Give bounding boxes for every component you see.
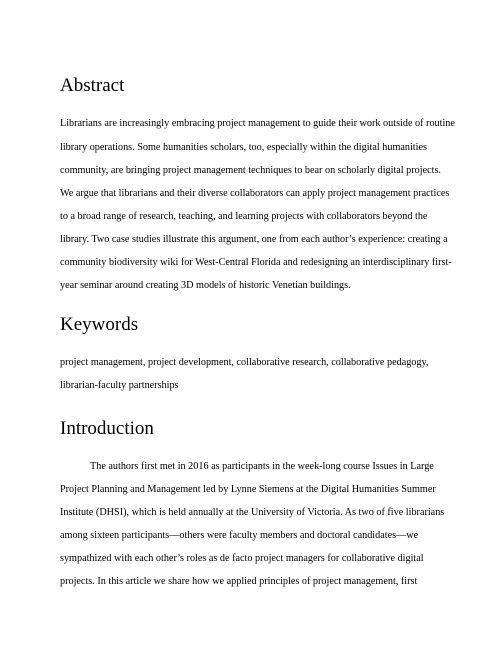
introduction-line: among sixteen participants—others were faculty members and doctoral candidates—we — [60, 530, 419, 541]
abstract-line: library. Two case studies illustrate this argument, one from each author’s experience: creating a — [60, 234, 448, 245]
introduction-line: projects. In this article we share how we applied principles of project management, first — [60, 576, 418, 587]
introduction-line: sympathized with each other’s roles as de facto project managers for collaborative digital — [60, 553, 424, 564]
introduction-heading: Introduction — [60, 418, 154, 439]
keywords-line: librarian-faculty partnerships — [60, 380, 179, 391]
introduction-line: Institute (DHSI), which is held annually at the University of Victoria. As two of five librarians — [60, 507, 445, 518]
introduction-line: The authors first met in 2016 as participants in the week-long course Issues in Large — [90, 461, 434, 472]
abstract-line: Librarians are increasingly embracing project management to guide their work outside of routine — [60, 118, 455, 129]
abstract-heading: Abstract — [60, 75, 125, 96]
abstract-line: community biodiversity wiki for West-Central Florida and redesigning an interdisciplinary first- — [60, 257, 452, 268]
abstract-line: to a broad range of research, teaching, and learning projects with collaborators beyond the — [60, 211, 428, 222]
abstract-line: library operations. Some humanities scholars, too, especially within the digital humanities — [60, 142, 427, 153]
abstract-line: community, are bringing project management techniques to bear on scholarly digital projects. — [60, 165, 441, 176]
keywords-line: project management, project development, collaborative research, collaborative pedagogy, — [60, 357, 429, 368]
abstract-line: We argue that librarians and their diverse collaborators can apply project management practices — [60, 188, 450, 199]
keywords-heading: Keywords — [60, 314, 139, 335]
introduction-line: Project Planning and Management led by Lynne Siemens at the Digital Humanities Summer — [60, 484, 436, 495]
abstract-line: year seminar around creating 3D models of historic Venetian buildings. — [60, 280, 351, 291]
